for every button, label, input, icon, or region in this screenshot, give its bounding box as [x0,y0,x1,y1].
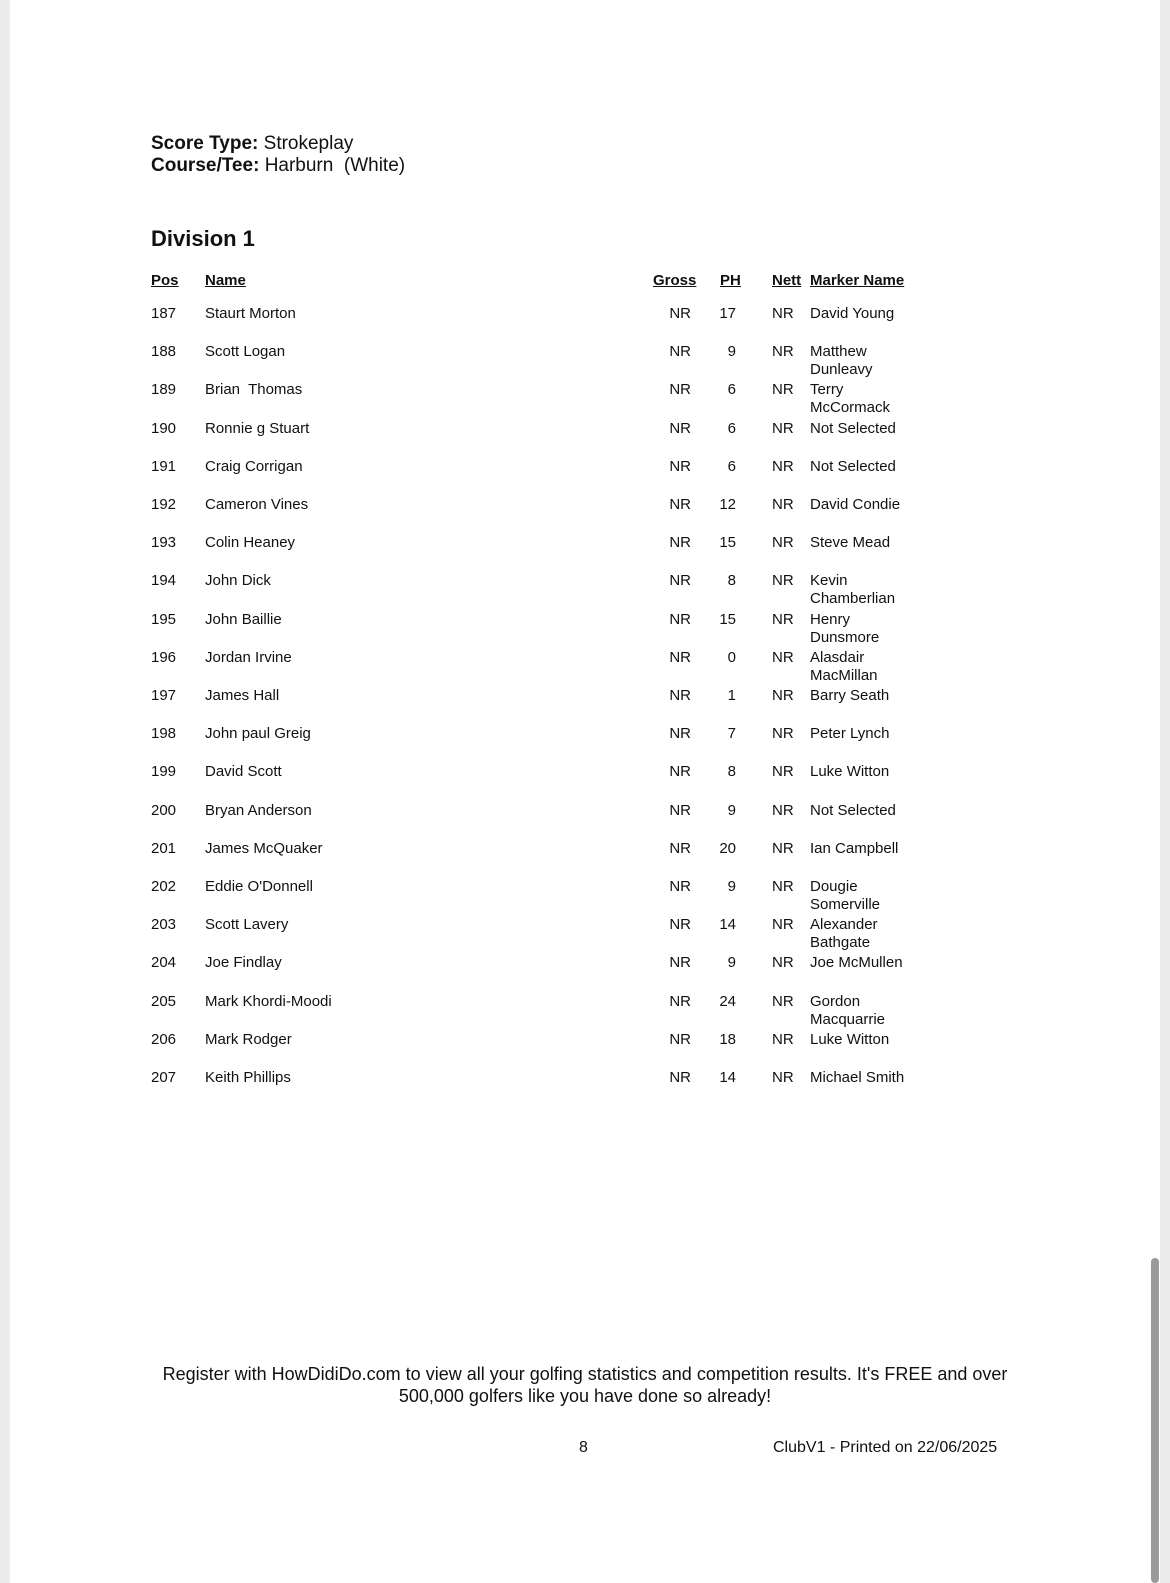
cell-nett: NR [772,381,794,399]
cell-pos: 199 [151,763,177,781]
table-row [10,496,1160,532]
cell-marker: Luke Witton [810,763,890,781]
cell-gross: NR [669,954,691,972]
table-row [10,1069,1160,1105]
cell-marker: Not Selected [810,457,896,475]
cell-marker: Luke Witton [810,1030,890,1048]
document-page [10,0,1160,1583]
cell-gross: NR [669,648,691,666]
cell-nett: NR [772,801,794,819]
cell-nett: NR [772,419,794,437]
cell-name: Eddie O'Donnell [205,878,313,895]
cell-pos: 190 [151,419,177,437]
cell-pos: 201 [151,839,177,857]
cell-marker: Joe McMullen [810,954,903,972]
cell-pos: 191 [151,457,177,475]
score-type-value: Strokeplay [263,133,354,154]
cell-ph: 6 [727,381,736,399]
cell-ph: 9 [727,343,736,361]
cell-marker: Gordon Macquarrie [810,992,886,1028]
cell-marker: Ian Campbell [810,839,899,857]
cell-pos: 197 [151,687,177,704]
cell-gross: NR [669,878,691,895]
cell-ph: 18 [719,1030,736,1048]
cell-name: Craig Corrigan [205,457,303,475]
table-row [10,1031,1160,1067]
cell-gross: NR [669,1030,691,1048]
cell-nett: NR [772,878,794,895]
cell-marker: Dougie Somerville [810,878,881,913]
cell-marker: Kevin Chamberlian [810,572,896,608]
column-header-gross: Gross [653,272,697,289]
cell-nett: NR [772,725,794,743]
cell-gross: NR [669,610,691,628]
cell-name: Scott Lavery [205,916,289,934]
cell-pos: 189 [151,381,177,399]
table-row [10,763,1160,799]
cell-name: Bryan Anderson [205,801,312,819]
cell-name: Scott Logan [205,343,286,361]
cell-marker: David Condie [810,496,901,513]
cell-ph: 6 [727,419,736,437]
table-row [10,381,1160,417]
cell-ph: 15 [719,610,736,628]
cell-ph: 8 [727,763,736,781]
cell-pos: 187 [151,305,177,322]
cell-gross: NR [669,916,691,934]
cell-marker: Not Selected [810,801,896,819]
table-row [10,878,1160,914]
cell-pos: 195 [151,610,177,628]
table-row [10,458,1160,494]
cell-nett: NR [772,610,794,628]
cell-marker: Barry Seath [810,687,890,704]
cell-pos: 206 [151,1030,177,1048]
table-row [10,954,1160,990]
cell-ph: 9 [727,878,736,895]
cell-nett: NR [772,1030,794,1048]
page-number: 8 [579,1439,588,1456]
cell-ph: 24 [719,992,736,1010]
table-row [10,802,1160,838]
cell-ph: 7 [727,725,736,743]
cell-nett: NR [772,648,794,666]
division-title: Division 1 [151,226,255,251]
cell-gross: NR [669,419,691,437]
score-type-line [151,133,405,155]
cell-marker: Matthew Dunleavy [810,343,873,379]
cell-ph: 1 [727,687,736,704]
cell-marker: Not Selected [810,419,896,437]
course-tee-value: Harburn (White) [264,155,406,176]
cell-gross: NR [669,572,691,590]
cell-nett: NR [772,687,794,704]
cell-pos: 193 [151,534,177,552]
table-row [10,916,1160,952]
cell-ph: 14 [719,916,736,934]
cell-gross: NR [669,801,691,819]
column-header-marker-name: Marker Name [810,272,905,289]
column-header-nett: Nett [772,272,802,289]
cell-gross: NR [669,534,691,552]
register-note: Register with HowDidiDo.com to view all your golfing statistics and competition results. It's FREE and over 500,000 golfers like you have done so already! [162,1364,1008,1406]
cell-ph: 12 [719,496,736,513]
cell-ph: 14 [719,1069,736,1086]
cell-name: Staurt Morton [205,305,296,322]
cell-name: Mark Khordi-Moodi [205,992,332,1010]
cell-name: James McQuaker [205,839,323,857]
cell-name: John paul Greig [205,725,311,743]
table-row [10,305,1160,341]
column-header-name: Name [205,272,246,289]
cell-nett: NR [772,305,794,322]
table-row [10,420,1160,456]
cell-gross: NR [669,687,691,704]
cell-nett: NR [772,954,794,972]
cell-ph: 0 [727,648,736,666]
cell-gross: NR [669,496,691,513]
cell-name: Jordan Irvine [205,648,292,666]
cell-gross: NR [669,992,691,1010]
cell-nett: NR [772,992,794,1010]
cell-gross: NR [669,1069,691,1086]
cell-name: Joe Findlay [205,954,282,972]
cell-ph: 8 [727,572,736,590]
table-row [10,687,1160,723]
cell-gross: NR [669,305,691,322]
cell-name: John Baillie [205,610,282,628]
cell-pos: 196 [151,648,177,666]
cell-nett: NR [772,572,794,590]
cell-marker: David Young [810,305,895,322]
cell-nett: NR [772,343,794,361]
course-tee-label: Course/Tee: [151,155,260,176]
table-row [10,572,1160,608]
score-type-label: Score Type: [151,133,259,154]
cell-marker: Alasdair MacMillan [810,648,878,684]
cell-name: John Dick [205,572,271,590]
table-row [10,993,1160,1029]
cell-pos: 207 [151,1069,177,1086]
printed-info: ClubV1 - Printed on 22/06/2025 [773,1439,998,1456]
table-row [10,840,1160,876]
table-row [10,649,1160,685]
cell-nett: NR [772,534,794,552]
cell-gross: NR [669,763,691,781]
cell-name: Colin Heaney [205,534,296,552]
cell-marker: Alexander Bathgate [810,916,878,952]
cell-ph: 6 [727,457,736,475]
cell-pos: 203 [151,916,177,934]
cell-name: Mark Rodger [205,1030,292,1048]
cell-name: Keith Phillips [205,1069,291,1086]
cell-marker: Terry McCormack [810,381,891,417]
cell-marker: Steve Mead [810,534,891,552]
cell-name: Cameron Vines [205,496,309,513]
cell-name: Ronnie g Stuart [205,419,310,437]
scrollbar-thumb[interactable] [1151,1258,1159,1583]
cell-nett: NR [772,1069,794,1086]
cell-marker: Michael Smith [810,1069,905,1086]
cell-pos: 204 [151,954,177,972]
cell-ph: 9 [727,954,736,972]
column-header-ph: PH [720,272,741,289]
cell-pos: 194 [151,572,177,590]
cell-nett: NR [772,457,794,475]
column-header-pos: Pos [151,272,179,289]
cell-pos: 205 [151,992,177,1010]
cell-pos: 188 [151,343,177,361]
cell-gross: NR [669,725,691,743]
table-row [10,611,1160,647]
cell-pos: 198 [151,725,177,743]
cell-ph: 17 [719,305,736,322]
cell-ph: 20 [719,839,736,857]
course-tee-line [151,155,405,177]
cell-nett: NR [772,763,794,781]
cell-gross: NR [669,457,691,475]
cell-ph: 15 [719,534,736,552]
cell-gross: NR [669,381,691,399]
cell-gross: NR [669,343,691,361]
cell-pos: 200 [151,801,177,819]
cell-name: David Scott [205,763,282,781]
table-row [10,343,1160,379]
cell-marker: Henry Dunsmore [810,610,880,646]
cell-nett: NR [772,496,794,513]
cell-nett: NR [772,916,794,934]
cell-nett: NR [772,839,794,857]
table-row [10,725,1160,761]
cell-pos: 192 [151,496,177,513]
cell-marker: Peter Lynch [810,725,890,743]
cell-ph: 9 [727,801,736,819]
table-row [10,534,1160,570]
cell-gross: NR [669,839,691,857]
cell-name: Brian Thomas [205,381,303,399]
cell-name: James Hall [205,687,280,704]
competition-meta [151,133,405,177]
cell-pos: 202 [151,878,177,895]
